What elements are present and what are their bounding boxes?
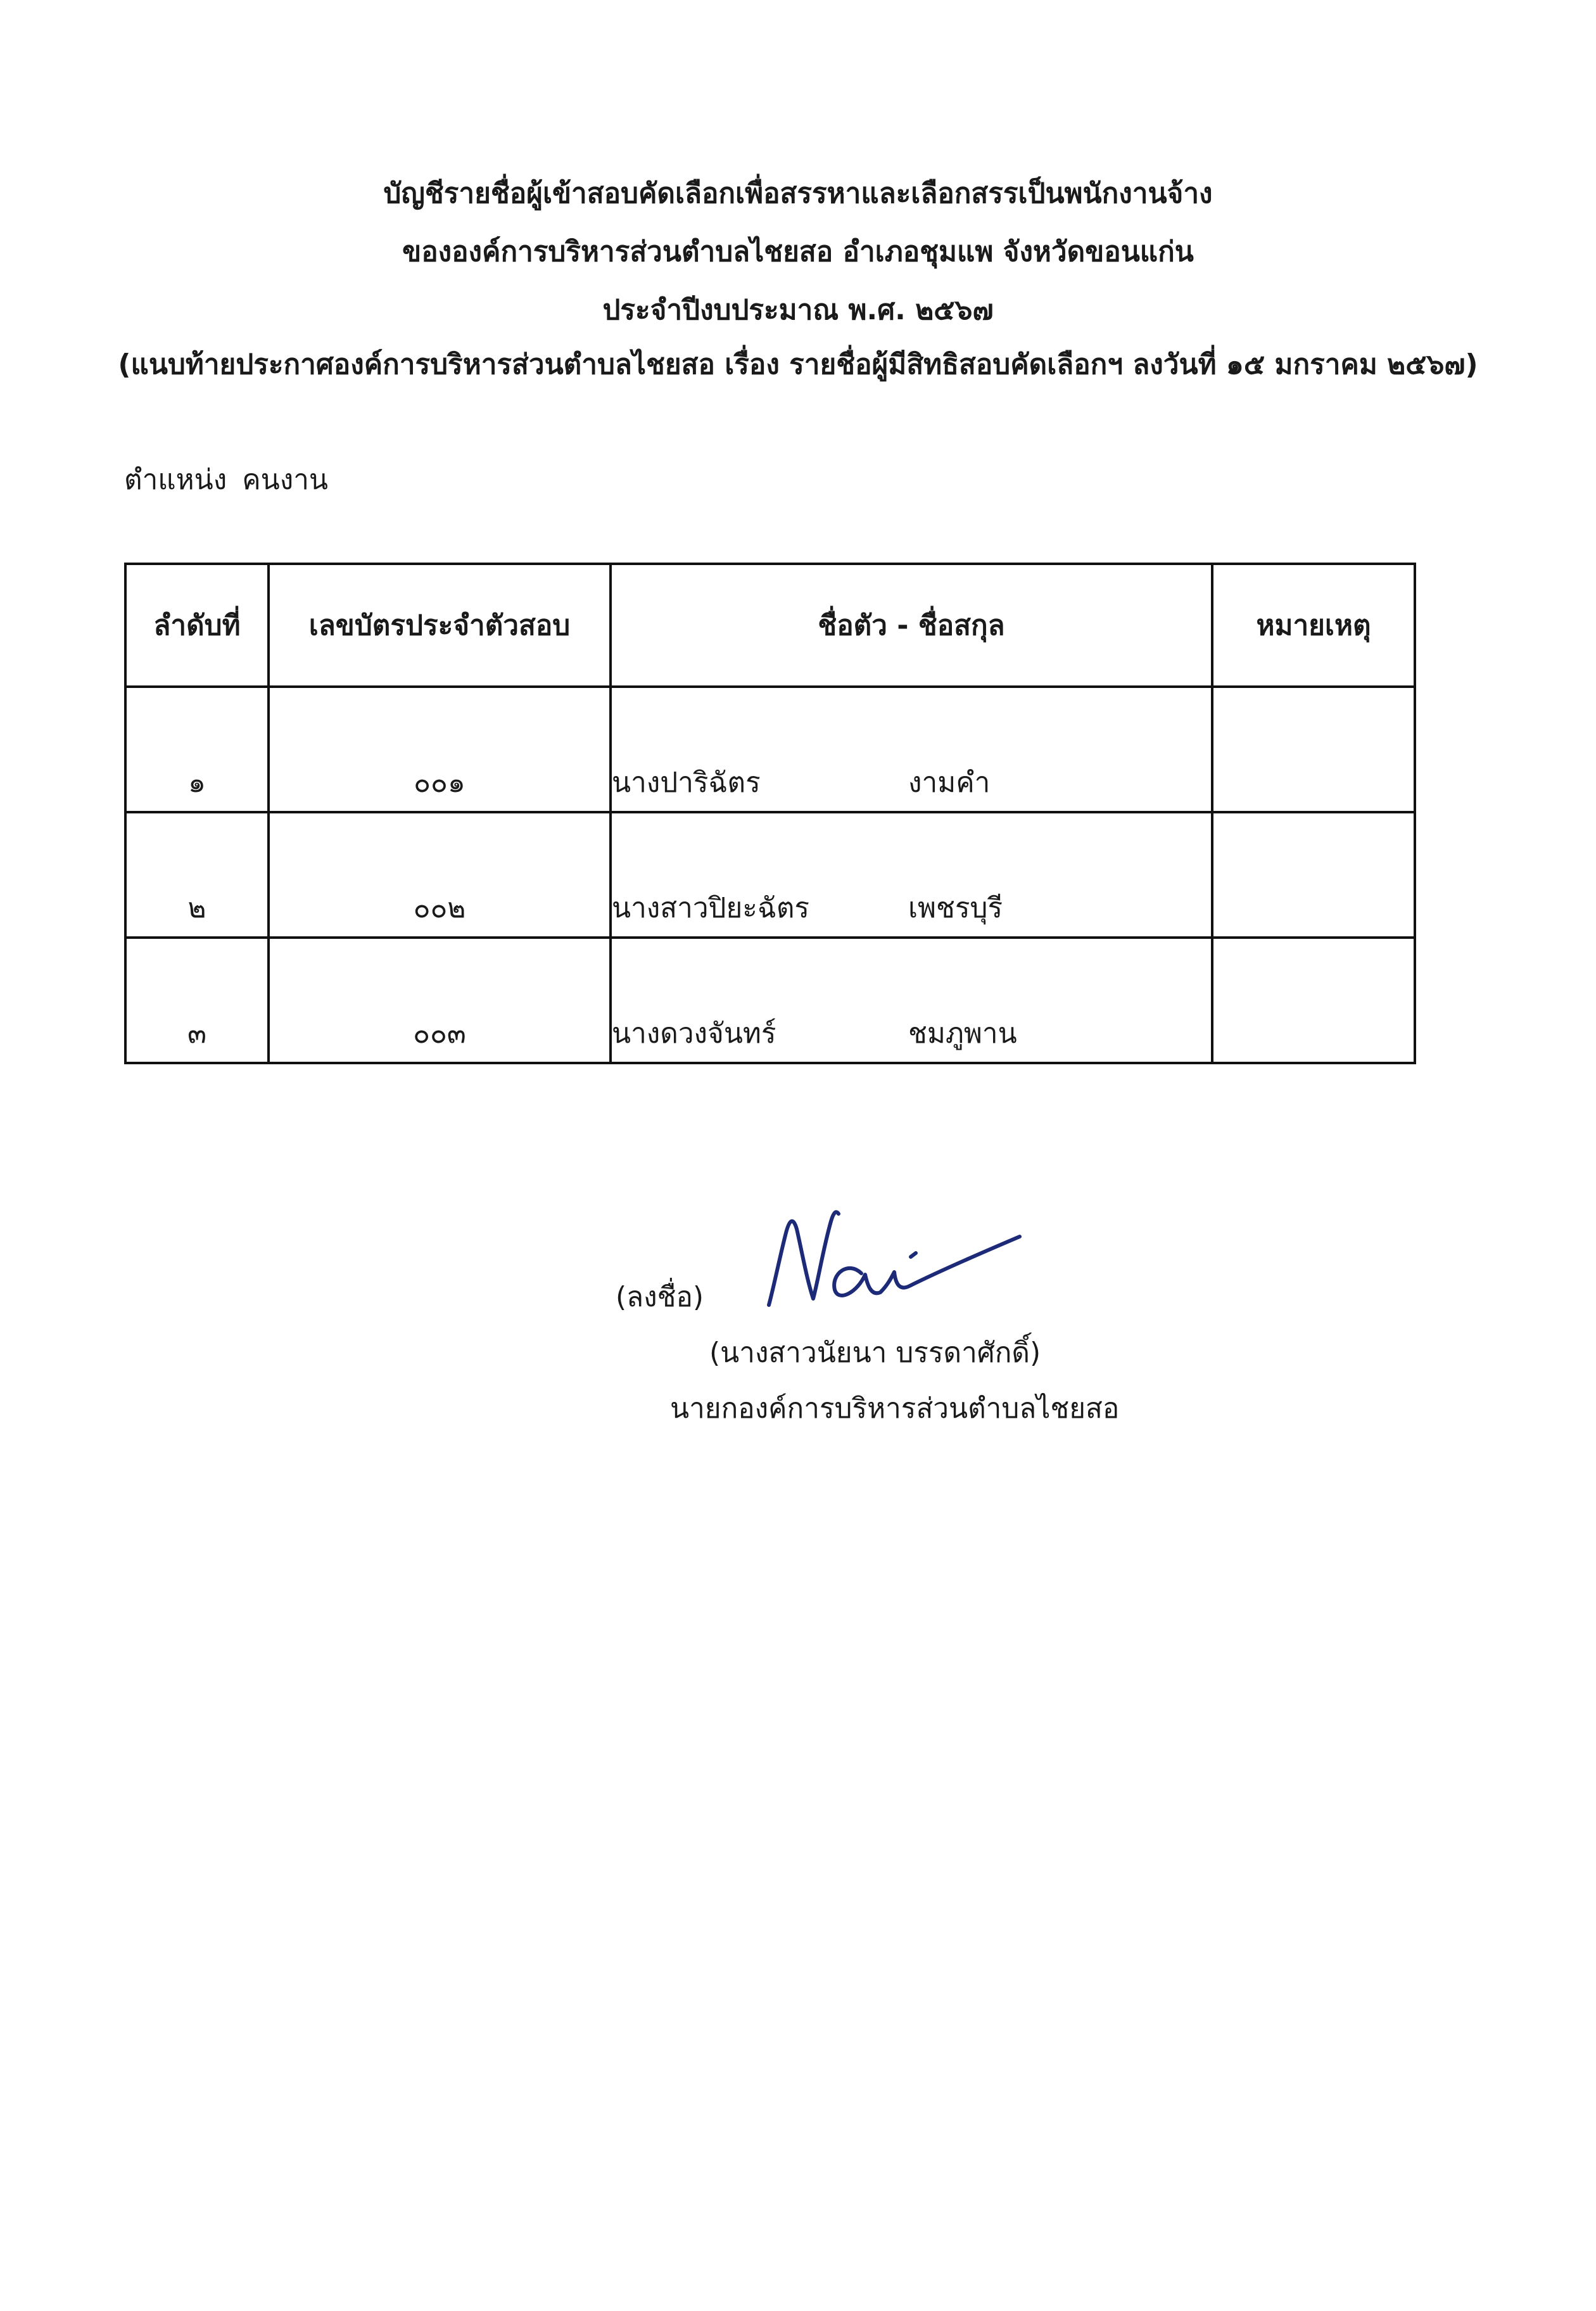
last-name: ชมภูพาน xyxy=(908,1017,1017,1050)
header-full-name: ชื่อตัว - ชื่อสกุล xyxy=(611,564,1212,687)
cell-seq: ๑ xyxy=(125,687,269,812)
header-exam-id: เลขบัตรประจำตัวสอบ xyxy=(269,564,611,687)
candidate-table xyxy=(124,563,1416,1064)
header-note: หมายเหตุ xyxy=(1212,564,1415,687)
table-row xyxy=(125,812,1415,938)
position-value: คนงาน xyxy=(242,464,328,496)
position-label: ตำแหน่ง xyxy=(124,464,227,496)
cell-exam-id: ๐๐๒ xyxy=(269,812,611,938)
first-name: นางปาริฉัตร xyxy=(612,767,761,799)
heading-line-4: (แนบท้ายประกาศองค์การบริหารส่วนตำบลไชยสอ เรื่อง รายชื่อผู้มีสิทธิสอบคัดเลือกฯ ลงวันที่ ๑๕ มกราคม ๒๕๖๗) xyxy=(118,348,1478,381)
cell-note xyxy=(1212,938,1415,1063)
header-seq: ลำดับที่ xyxy=(125,564,269,687)
table-row xyxy=(125,938,1415,1063)
first-name: นางดวงจันทร์ xyxy=(612,1017,776,1050)
cell-note xyxy=(1212,687,1415,812)
signer-name: (นางสาวนัยนา บรรดาศักดิ์) xyxy=(709,1337,1041,1369)
heading-line-3: ประจำปีงบประมาณ พ.ศ. ๒๕๖๗ xyxy=(602,294,994,326)
cell-exam-id: ๐๐๓ xyxy=(269,938,611,1063)
cell-seq: ๓ xyxy=(125,938,269,1063)
heading-line-1: บัญชีรายชื่อผู้เข้าสอบคัดเลือกเพื่อสรรหาและเลือกสรรเป็นพนักงานจ้าง xyxy=(383,177,1213,210)
position-line xyxy=(124,462,343,498)
table-header-row xyxy=(125,564,1415,687)
last-name: เพชรบุรี xyxy=(908,892,1003,924)
signer-title: นายกองค์การบริหารส่วนตำบลไชยสอ xyxy=(670,1392,1120,1425)
cell-full-name xyxy=(611,812,1212,938)
cell-seq: ๒ xyxy=(125,812,269,938)
last-name: งามคำ xyxy=(908,767,991,799)
cell-full-name xyxy=(611,938,1212,1063)
signature-label: (ลงชื่อ) xyxy=(616,1281,704,1313)
table-row xyxy=(125,687,1415,812)
heading-line-2: ขององค์การบริหารส่วนตำบลไชยสอ อำเภอชุมแพ จังหวัดขอนแก่น xyxy=(402,236,1194,268)
cell-exam-id: ๐๐๑ xyxy=(269,687,611,812)
handwritten-signature xyxy=(760,1191,1064,1318)
first-name: นางสาวปิยะฉัตร xyxy=(612,892,810,924)
cell-note xyxy=(1212,812,1415,938)
cell-full-name xyxy=(611,687,1212,812)
